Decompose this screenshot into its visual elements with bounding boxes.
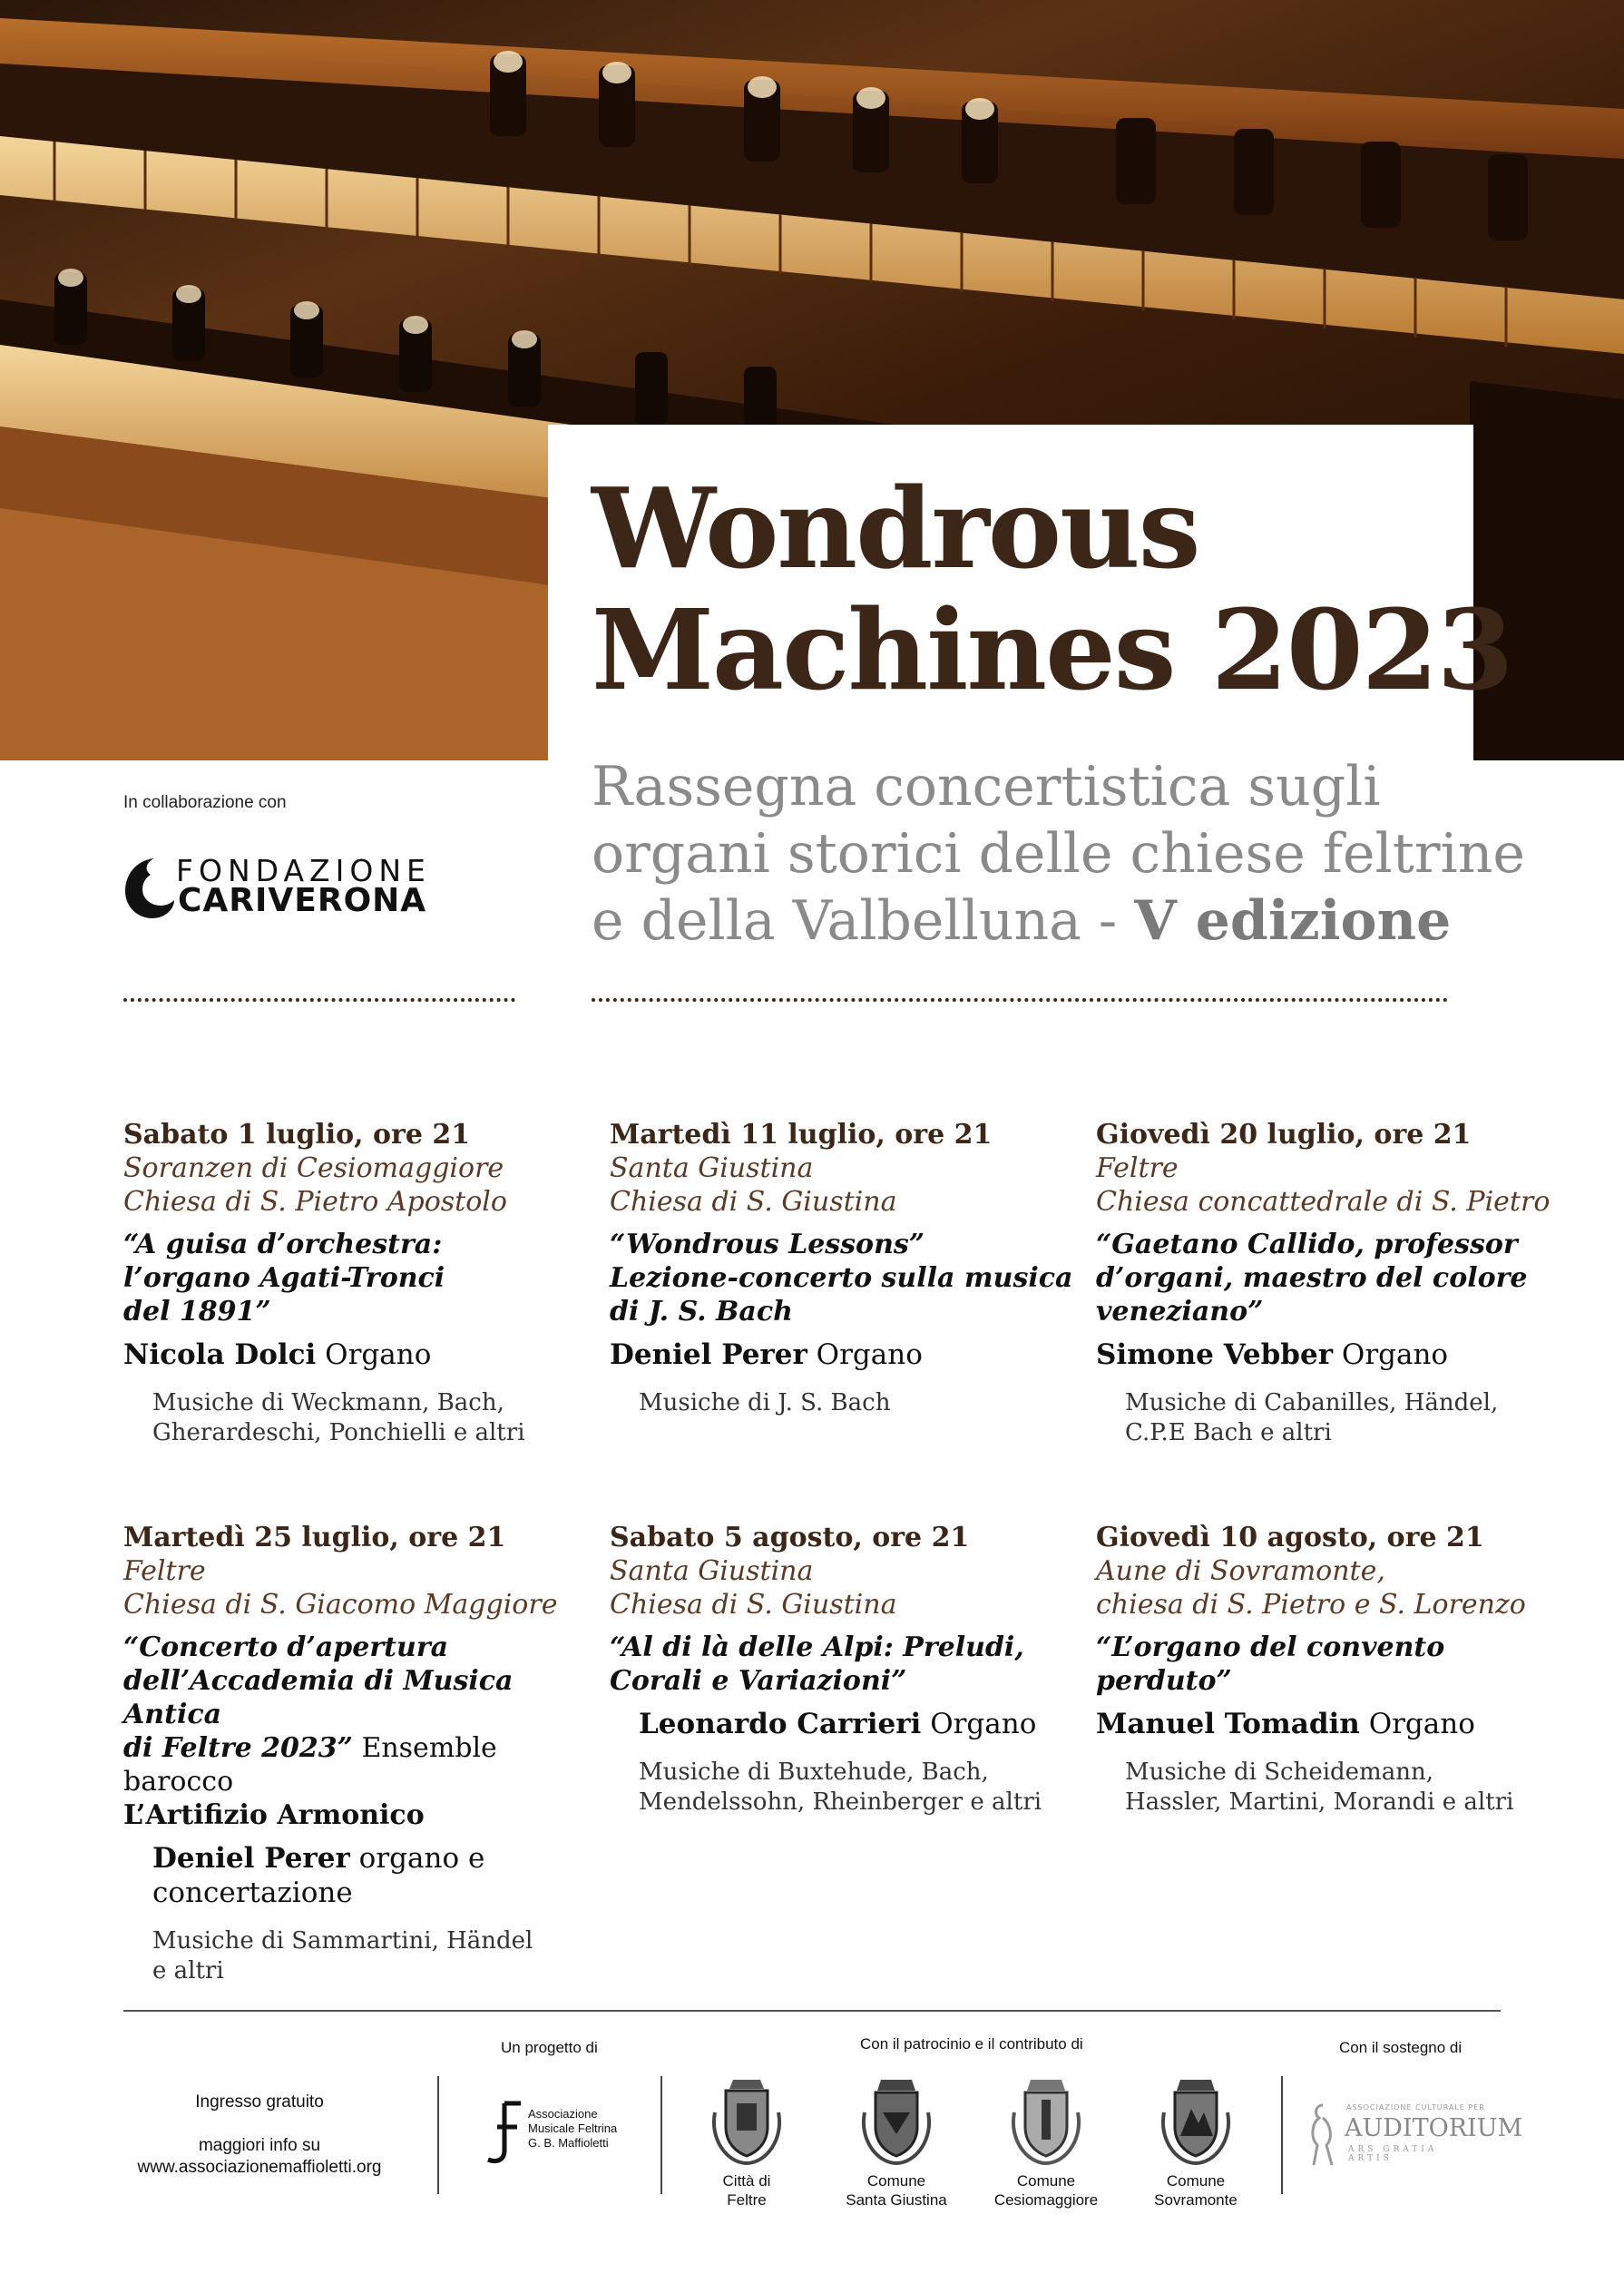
free-entry-label: Ingresso gratuito	[195, 2092, 324, 2112]
caption-line: Comune	[866, 2172, 926, 2190]
title-line1: Wondrous	[592, 463, 1199, 593]
event-title	[123, 1631, 595, 1798]
comune-sovramonte-caption	[1119, 2171, 1273, 2210]
assoc-line: Musicale Feltrina	[528, 2121, 618, 2135]
program-line: Musiche di Cabanilles, Händel,	[1125, 1389, 1499, 1416]
event-place: Feltre	[123, 1555, 206, 1587]
event-performer	[1096, 1337, 1586, 1372]
program-line: Musiche di Scheidemann,	[1125, 1759, 1433, 1786]
event-title-line: veneziano”	[1096, 1296, 1264, 1328]
program-line: Mendelssohn, Rheinberger e altri	[639, 1788, 1042, 1816]
event-venue: Chiesa di S. Pietro Apostolo	[123, 1186, 507, 1218]
subtitle-line1: Rassegna concertistica sugli	[592, 755, 1381, 818]
assoc-line: Associazione	[528, 2107, 598, 2121]
caption-line: Cesiomaggiore	[993, 2191, 1099, 2209]
event-program	[123, 1926, 595, 1986]
performer-name: Leonardo Carrieri	[639, 1708, 922, 1740]
event-performer	[1096, 1707, 1586, 1741]
event-title-line: del 1891”	[123, 1296, 271, 1328]
fondazione-cariverona-logo	[123, 853, 432, 926]
info-website: www.associazionemaffioletti.org	[137, 2158, 382, 2177]
auditorium-small-text: ASSOCIAZIONE CULTURALE PER	[1346, 2103, 1485, 2112]
event-performer	[610, 1707, 1081, 1741]
ensemble-type: Ensemble barocco	[123, 1732, 497, 1798]
event-place: Feltre	[1096, 1152, 1179, 1184]
footer-divider	[123, 2010, 1501, 2012]
event-1	[123, 1118, 595, 1448]
footer-separator	[437, 2076, 439, 2194]
project-label: Un progetto di	[501, 2039, 598, 2056]
logo-text-fondazione: FONDAZIONE	[176, 853, 431, 888]
auditorium-name: AUDITORIUM	[1345, 2114, 1523, 2142]
footer-info	[123, 2092, 396, 2179]
dotted-divider-left	[123, 998, 515, 1002]
event-program	[610, 1758, 1081, 1818]
event-title	[610, 1631, 1081, 1698]
maffioletti-logo-text	[528, 2107, 617, 2151]
event-title-line: l’organo Agati-Tronci	[123, 1262, 445, 1294]
assoc-line: G. B. Maffioletti	[528, 2136, 609, 2150]
cariverona-mark-icon	[123, 857, 178, 920]
caption-line: Sovramonte	[1154, 2191, 1238, 2209]
collaboration-label: In collaborazione con	[123, 793, 287, 812]
event-venue: Chiesa di S. Giustina	[610, 1589, 897, 1621]
event-title-line: di Feltre 2023”	[123, 1732, 353, 1764]
event-place: Santa Giustina	[610, 1555, 814, 1587]
event-place: Santa Giustina	[610, 1152, 814, 1184]
event-place: Soranzen di Cesiomaggiore	[123, 1152, 504, 1184]
event-title-line: di J. S. Bach	[610, 1296, 793, 1328]
event-title-line: “Gaetano Callido, professor	[1096, 1229, 1518, 1260]
program-line: e altri	[152, 1957, 224, 1984]
santa-giustina-crest-icon	[856, 2076, 937, 2167]
performer-role: organo e	[349, 1842, 485, 1875]
program-line: Hassler, Martini, Morandi e altri	[1125, 1788, 1514, 1816]
footer-separator	[660, 2076, 662, 2194]
program-line: C.P.E Bach e altri	[1125, 1419, 1332, 1446]
caption-line: Comune	[1166, 2172, 1226, 2190]
performer-name: Manuel Tomadin	[1096, 1708, 1360, 1740]
event-title-line: perduto”	[1096, 1665, 1232, 1697]
auditorium-figure-icon	[1306, 2102, 1339, 2167]
dotted-divider-right	[592, 998, 1448, 1002]
event-2	[610, 1118, 1081, 1418]
event-4	[123, 1521, 595, 1986]
event-program	[610, 1388, 1081, 1418]
performer-role: Organo	[1333, 1338, 1449, 1371]
subtitle-line3: e della Valbelluna -	[592, 889, 1135, 953]
auditorium-logo	[1306, 2098, 1523, 2170]
event-date: Giovedì 20 luglio, ore 21	[1096, 1119, 1472, 1151]
footer-separator	[1281, 2076, 1283, 2194]
event-title-line: “Al di là delle Alpi: Preludi,	[610, 1631, 1024, 1663]
patronage-label: Con il patrocinio e il contributo di	[860, 2035, 1083, 2053]
event-program	[1096, 1388, 1586, 1448]
cesiomaggiore-crest-icon	[1005, 2076, 1087, 2167]
event-title-line: Corali e Variazioni”	[610, 1665, 907, 1697]
event-performer	[610, 1337, 1081, 1372]
event-performer	[123, 1337, 595, 1372]
performer-name: Nicola Dolci	[123, 1338, 317, 1371]
event-venue: Chiesa concattedrale di S. Pietro	[1096, 1186, 1551, 1218]
sovramonte-crest-icon	[1155, 2076, 1237, 2167]
caption-line: Comune	[1016, 2172, 1076, 2190]
event-venue: Chiesa di S. Giustina	[610, 1186, 897, 1218]
event-title-line: “Concerto d’apertura	[123, 1631, 449, 1663]
event-performer	[123, 1841, 595, 1910]
comune-feltre-caption	[670, 2171, 824, 2210]
event-title	[123, 1228, 595, 1328]
festival-title	[592, 463, 1512, 715]
event-title-line: dell’Accademia di Musica Antica	[123, 1665, 514, 1730]
event-title-line: d’organi, maestro del colore	[1096, 1262, 1528, 1294]
event-5	[610, 1521, 1081, 1818]
sponsor-label: Con il sostegno di	[1339, 2039, 1463, 2056]
event-title-line: Lezione-concerto sulla musica	[610, 1262, 1073, 1294]
performer-role: Organo	[921, 1708, 1037, 1740]
event-title	[1096, 1228, 1586, 1328]
festival-subtitle	[592, 753, 1590, 955]
comune-santa-giustina-caption	[819, 2171, 973, 2210]
event-title-line: “A guisa d’orchestra:	[123, 1229, 443, 1260]
program-line: Musiche di Buxtehude, Bach,	[639, 1759, 989, 1786]
program-line: Musiche di Weckmann, Bach,	[152, 1389, 504, 1416]
program-line: Gherardeschi, Ponchielli e altri	[152, 1419, 525, 1446]
maffioletti-logo-icon	[477, 2100, 523, 2165]
logo-text-cariverona: CARIVERONA	[178, 882, 427, 919]
event-program	[1096, 1758, 1586, 1818]
caption-line: Feltre	[727, 2191, 767, 2209]
event-date: Sabato 5 agosto, ore 21	[610, 1522, 970, 1553]
caption-line: Città di	[722, 2172, 771, 2190]
event-title	[610, 1228, 1081, 1328]
event-venue: chiesa di S. Pietro e S. Lorenzo	[1096, 1589, 1526, 1621]
event-program	[123, 1388, 595, 1448]
program-line: Musiche di Sammartini, Händel	[152, 1927, 533, 1955]
event-date: Martedì 11 luglio, ore 21	[610, 1119, 993, 1151]
event-place: Aune di Sovramonte,	[1096, 1555, 1385, 1587]
performer-name: Simone Vebber	[1096, 1338, 1334, 1371]
program-line: Musiche di J. S. Bach	[639, 1389, 891, 1416]
event-date: Giovedì 10 agosto, ore 21	[1096, 1522, 1484, 1553]
subtitle-line2: organi storici delle chiese feltrine	[592, 822, 1525, 886]
comune-cesiomaggiore-caption	[969, 2171, 1123, 2210]
performer-role: Organo	[1359, 1708, 1475, 1740]
event-date: Martedì 25 luglio, ore 21	[123, 1522, 506, 1553]
event-title-line: “L’organo del convento	[1096, 1631, 1445, 1663]
performer-role: Organo	[807, 1338, 923, 1371]
performer-name: Deniel Perer	[610, 1338, 807, 1371]
auditorium-motto: ARS GRATIA ARTIS	[1348, 2145, 1438, 2163]
event-date: Sabato 1 luglio, ore 21	[123, 1119, 471, 1151]
info-label: maggiori info su	[198, 2136, 321, 2155]
event-3	[1096, 1118, 1586, 1448]
performer-name: Deniel Perer	[152, 1842, 350, 1875]
performer-role: Organo	[316, 1338, 432, 1371]
event-6	[1096, 1521, 1586, 1818]
ensemble-name: L’Artifizio Armonico	[123, 1799, 425, 1831]
event-title	[1096, 1631, 1586, 1698]
event-title-line: “Wondrous Lessons”	[610, 1229, 925, 1260]
edition-label: V edizione	[1134, 889, 1452, 953]
feltre-crest-icon	[706, 2076, 788, 2167]
event-venue: Chiesa di S. Giacomo Maggiore	[123, 1589, 558, 1621]
title-line2: Machines 2023	[592, 584, 1512, 715]
caption-line: Santa Giustina	[846, 2191, 947, 2209]
performer-role: concertazione	[152, 1876, 353, 1909]
